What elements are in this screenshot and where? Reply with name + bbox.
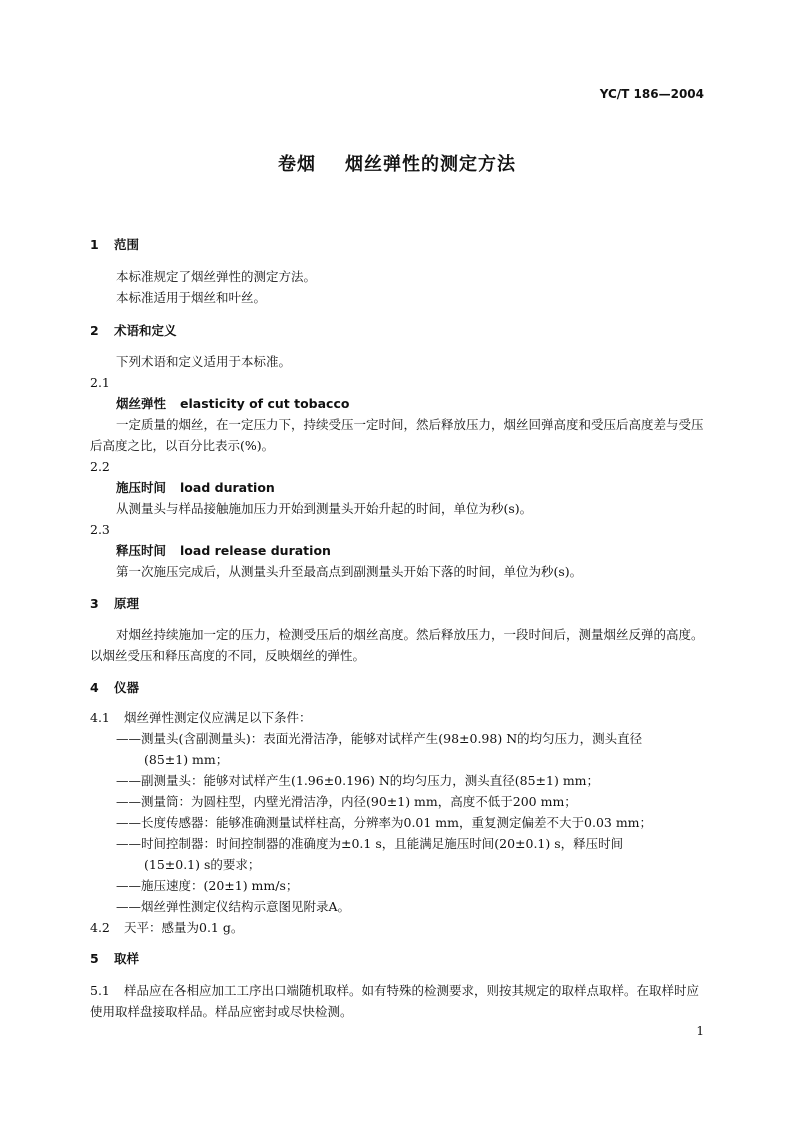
- term-definition: 第一次施压完成后，从测量头升至最高点到副测量头开始下落的时间，单位为秒(s)。: [116, 564, 583, 579]
- section-3-body: [90, 624, 706, 666]
- clause: [90, 980, 706, 1022]
- term-heading: [90, 540, 706, 561]
- section-heading: [90, 320, 706, 341]
- section-4: [90, 677, 706, 698]
- term-definition: 一定质量的烟丝，在一定压力下，持续受压一定时间，然后释放压力，烟丝回弹高度和受压后高度差与受压后高度之比，以百分比表示(%)。: [90, 417, 704, 453]
- section-heading: [90, 234, 706, 255]
- clause-number: 2.1: [90, 375, 110, 390]
- list-item-continuation: (15±0.1) s的要求；: [144, 857, 261, 872]
- list-item: ——长度传感器：能够准确测量试样柱高，分辨率为0.01 mm，重复测定偏差不大于0.03 mm；: [116, 815, 653, 830]
- section-heading: [90, 948, 706, 969]
- section-number: 5: [90, 951, 99, 966]
- list-item: ——测量筒：为圆柱型，内壁光滑洁净，内径(90±1) mm，高度不低于200 mm；: [116, 794, 577, 809]
- term-zh: 施压时间: [116, 480, 167, 495]
- section-4-body: [90, 707, 706, 938]
- section-title: 范围: [114, 237, 140, 252]
- term-heading: [90, 393, 706, 414]
- section-number: 3: [90, 596, 99, 611]
- term-zh: 烟丝弹性: [116, 396, 167, 411]
- section-title: 原理: [114, 596, 140, 611]
- term-en: load duration: [180, 480, 275, 495]
- term-zh: 释压时间: [116, 543, 167, 558]
- clause-number: 4.1: [90, 710, 110, 725]
- section-1-body: [90, 266, 706, 308]
- page-number: 1: [696, 1024, 704, 1038]
- clause-number: 2.3: [90, 522, 110, 537]
- clause: [90, 707, 706, 728]
- section-heading: [90, 593, 706, 614]
- list-item-continuation: (85±1) mm；: [144, 752, 229, 767]
- section-2: [90, 320, 706, 341]
- clause-text: 烟丝弹性测定仪应满足以下条件：: [124, 710, 312, 725]
- section-title: 仪器: [114, 680, 140, 695]
- section-5: [90, 948, 706, 969]
- section-heading: [90, 677, 706, 698]
- list-item: ——烟丝弹性测定仪结构示意图见附录A。: [116, 899, 351, 914]
- term-definition: 从测量头与样品接触施加压力开始到测量头开始升起的时间，单位为秒(s)。: [116, 501, 533, 516]
- clause-text: 样品应在各相应加工工序出口端随机取样。如有特殊的检测要求，则按其规定的取样点取样。在取样时应使用取样盘接取样品。样品应密封或尽快检测。: [90, 983, 700, 1019]
- paragraph: 对烟丝持续施加一定的压力，检测受压后的烟丝高度。然后释放压力，一段时间后，测量烟丝反弹的高度。以烟丝受压和释压高度的不同，反映烟丝的弹性。: [90, 627, 704, 663]
- section-title: 取样: [114, 951, 140, 966]
- page-title: 卷烟 烟丝弹性的测定方法: [277, 154, 517, 175]
- section-5-body: [90, 980, 706, 1022]
- term-en: load release duration: [180, 543, 331, 558]
- clause: [90, 917, 706, 938]
- section-1: [90, 234, 706, 255]
- list-item: ——施压速度：(20±1) mm/s；: [116, 878, 299, 893]
- section-number: 2: [90, 323, 99, 338]
- paragraph: 本标准规定了烟丝弹性的测定方法。: [116, 269, 317, 284]
- clause-number: 2.2: [90, 459, 110, 474]
- section-title: 术语和定义: [114, 323, 177, 338]
- clause-number: 5.1: [90, 983, 110, 998]
- list-item: ——副测量头：能够对试样产生(1.96±0.196) N的均匀压力，测头直径(85±1) mm；: [116, 773, 600, 788]
- paragraph: 下列术语和定义适用于本标准。: [116, 354, 292, 369]
- list-item: ——时间控制器：时间控制器的准确度为±0.1 s，且能满足施压时间(20±0.1) s，释压时间: [116, 836, 624, 851]
- section-2-body: [90, 351, 706, 582]
- section-3: [90, 593, 706, 614]
- term-heading: [90, 477, 706, 498]
- clause-number: 4.2: [90, 920, 110, 935]
- clause-text: 天平：感量为0.1 g。: [124, 920, 244, 935]
- standard-code: YC/T 186—2004: [599, 87, 704, 101]
- section-number: 4: [90, 680, 99, 695]
- section-number: 1: [90, 237, 99, 252]
- list-item: ——测量头(含副测量头)：表面光滑洁净，能够对试样产生(98±0.98) N的均匀压力，测头直径: [116, 731, 643, 746]
- paragraph: 本标准适用于烟丝和叶丝。: [116, 290, 267, 305]
- term-en: elasticity of cut tobacco: [180, 396, 350, 411]
